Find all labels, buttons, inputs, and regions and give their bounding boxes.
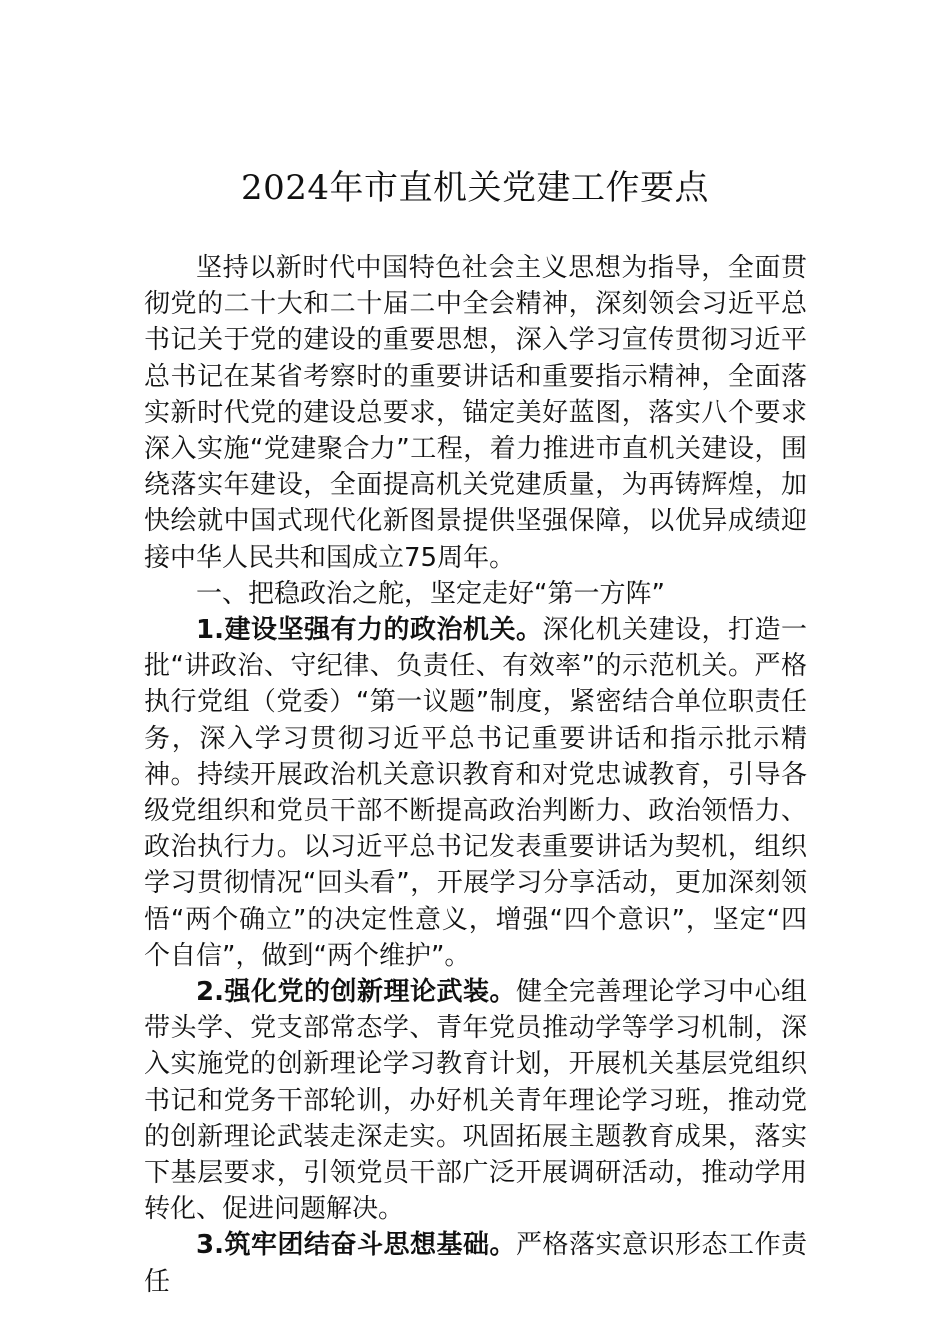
item-2-paragraph [144,974,807,1227]
item-2-text: 健全完善理论学习中心组带头学、党支部常态学、青年党员推动学等学习机制，深入实施党的创新理论学习教育计划，开展机关基层党组织书记和党务干部轮训，办好机关青年理论学习班，推动党的创新理论武装走深走实。巩固拓展主题教育成果，落实下基层要求，引领党员干部广泛开展调研活动，推动学用转化、促进问题解决。 [144,977,807,1225]
section-1-heading: 一、把稳政治之舵，坚定走好“第一方阵” [196,578,665,609]
item-3-heading: 3.筑牢团结奋斗思想基础。 [196,1230,516,1261]
item-2-heading: 2.强化党的创新理论武装。 [196,977,516,1008]
item-1-text: 深化机关建设，打造一批“讲政治、守纪律、负责任、有效率”的示范机关。严格执行党组（党委）“第一议题”制度，紧密结合单位职责任务，深入学习贯彻习近平总书记重要讲话和指示批示精神。持续开展政治机关意识教育和对党忠诚教育，引导各级党组织和党员干部不断提高政治判断力、政治领悟力、政治执行力。以习近平总书记发表重要讲话为契机，组织学习贯彻情况“回头看”，开展学习分享活动，更加深刻领悟“两个确立”的决定性意义，增强“四个意识”，坚定“四个自信”，做到“两个维护”。 [144,615,807,971]
item-3-text: 严格落实意识形态工作责任 [144,1230,807,1297]
document-title: 2024年市直机关党建工作要点 [240,168,710,208]
document-body [144,250,807,1300]
item-1-paragraph [144,612,807,974]
intro-paragraph: 坚持以新时代中国特色社会主义思想为指导，全面贯彻党的二十大和二十届二中全会精神，深刻领会习近平总书记关于党的建设的重要思想，深入学习宣传贯彻习近平总书记在某省考察时的重要讲话和重要指示精神，全面落实新时代党的建设总要求，锚定美好蓝图，落实八个要求深入实施“党建聚合力”工程，着力推进市直机关建设，围绕落实年建设，全面提高机关党建质量，为再铸辉煌，加快绘就中国式现代化新图景提供坚强保障，以优异成绩迎接中华人民共和国成立75周年。 [144,253,807,573]
item-1-heading: 1.建设坚强有力的政治机关。 [196,615,543,646]
item-3-paragraph [144,1227,807,1299]
